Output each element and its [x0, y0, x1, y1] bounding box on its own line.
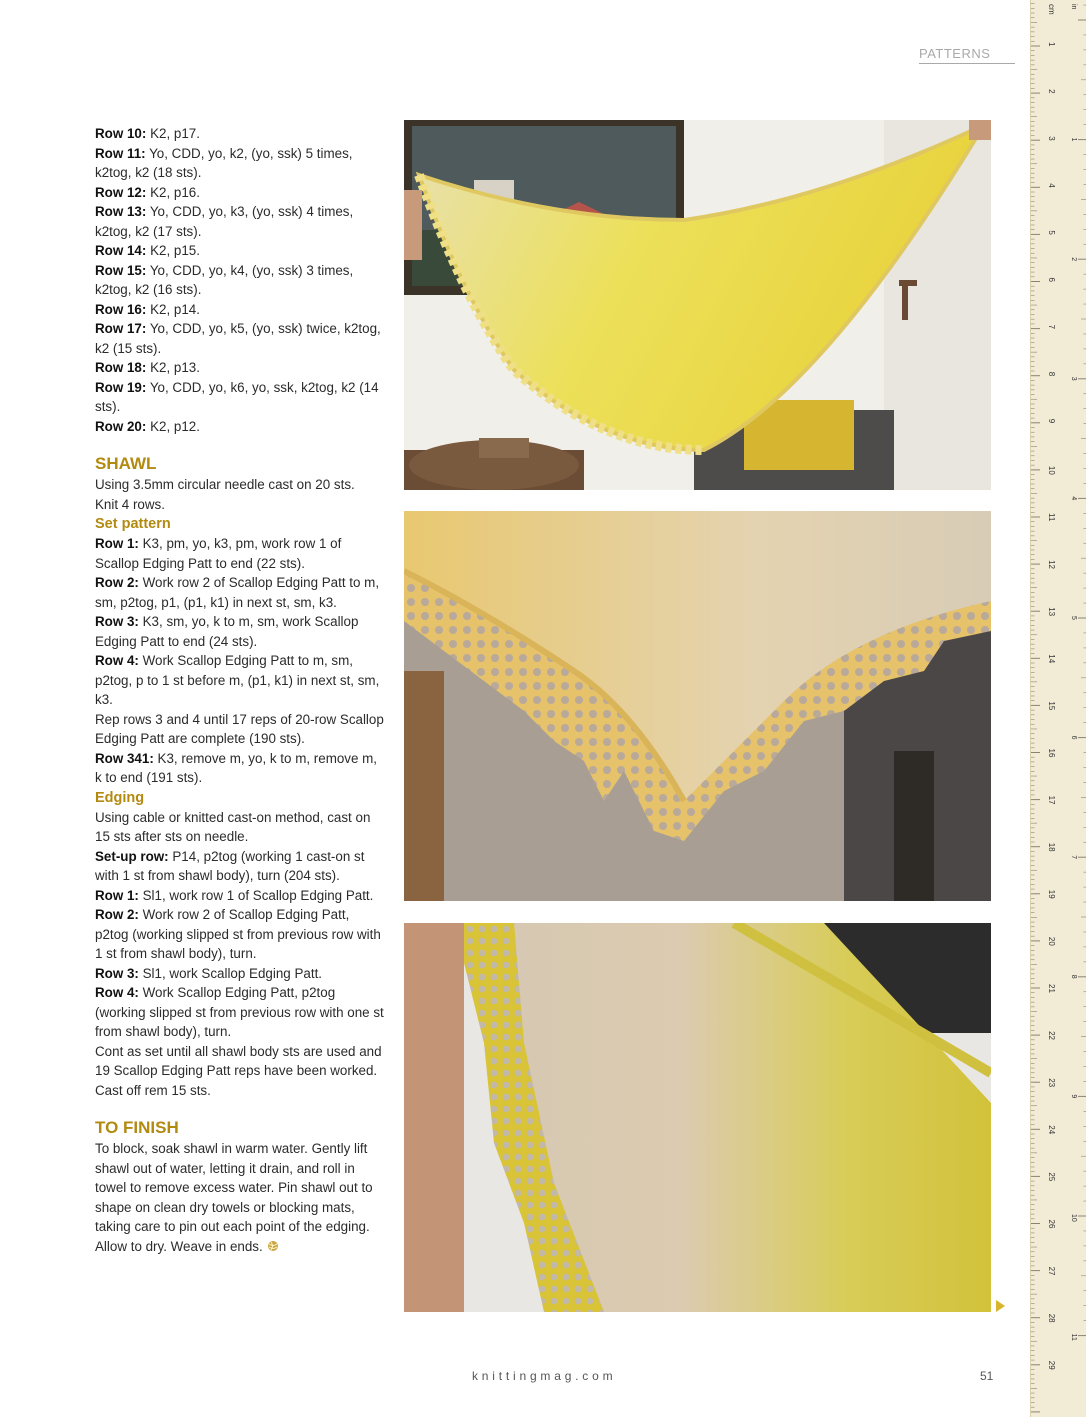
measuring-ruler [1030, 0, 1086, 1417]
row-instruction: K2, p13. [146, 360, 200, 375]
ruler-cm-mark: 26 [1047, 1219, 1056, 1229]
ruler-in-mark: 8 [1070, 974, 1077, 979]
pattern-row [95, 651, 385, 710]
pattern-row [95, 710, 385, 749]
row-label: Row 1: [95, 887, 139, 903]
row-instruction: K2, p14. [146, 301, 200, 317]
row-instruction: K3, remove m, yo, k to m, remove m, k to end (191 sts). [95, 750, 378, 785]
row-instruction: Work Scallop Edging Patt to m, sm, p2tog, p to 1 st before m, (p1, k1) in next st, sm, k3. [95, 653, 380, 707]
ruler-cm-mark: 23 [1047, 1078, 1056, 1088]
pattern-row [95, 261, 385, 300]
footer-url: knittingmag.com [472, 1369, 617, 1383]
ruler-graphic [1031, 0, 1086, 1417]
pattern-row [95, 378, 385, 417]
row-label: Row 17: [95, 321, 147, 336]
row-instruction: Yo, CDD, yo, k2, (yo, ssk) 5 times, k2tog, k2 (18 sts). [95, 145, 353, 180]
ruler-cm-mark: 20 [1047, 936, 1056, 946]
row-instruction: Yo, CDD, yo, k5, (yo, ssk) twice, k2tog, k2 (15 sts). [95, 321, 381, 356]
shawl-photo-full [404, 120, 991, 490]
row-instruction: Sl1, work Scallop Edging Patt. [138, 965, 323, 981]
ruler-cm-mark: 6 [1047, 277, 1056, 282]
yarn-ball-icon [267, 1240, 279, 1252]
rows-top-list [95, 124, 385, 436]
edging-heading: Edging [95, 789, 145, 806]
ruler-cm-mark: 21 [1047, 984, 1056, 993]
ruler-cm-mark: 5 [1047, 230, 1056, 235]
pattern-row [95, 1042, 385, 1081]
ruler-in-mark: 1 [1070, 137, 1077, 142]
row-instruction: Yo, CDD, yo, k6, yo, ssk, k2tog, k2 (14 sts). [95, 379, 379, 414]
finish-heading: TO FINISH [95, 1118, 179, 1137]
ruler-cm-mark: 11 [1047, 513, 1056, 522]
ruler-cm-mark: 15 [1047, 701, 1056, 711]
row-label: Row 10: [95, 126, 147, 141]
row-label: Row 13: [95, 204, 147, 219]
ruler-cm-mark: 7 [1047, 324, 1056, 330]
ruler-in-mark: 11 [1070, 1333, 1077, 1341]
row-label: Row 2: [95, 907, 139, 922]
shawl-intro-line: Using 3.5mm circular needle cast on 20 sts. [95, 477, 355, 492]
row-label: Row 18: [95, 360, 147, 375]
row-label: Row 16: [95, 301, 147, 317]
pattern-row [95, 847, 385, 886]
row-instruction: K2, p12. [146, 418, 200, 434]
shawl-rows-list [95, 534, 385, 788]
pattern-row [95, 241, 385, 261]
ruler-cm-mark: 14 [1047, 654, 1056, 664]
row-instruction: K3, pm, yo, k3, pm, work row 1 of Scallop Edging Patt to end (22 sts). [95, 536, 342, 571]
finish-text-para [95, 1139, 385, 1256]
ruler-cm-mark: 12 [1047, 560, 1056, 570]
ruler-in-mark: 2 [1070, 257, 1077, 262]
pattern-row [95, 749, 385, 788]
ruler-cm-mark: 8 [1047, 371, 1056, 377]
pattern-row [95, 983, 385, 1042]
row-instruction: P14, p2tog (working 1 cast-on st with 1 st from shawl body), turn (204 sts). [95, 848, 365, 883]
set-pattern-heading: Set pattern [95, 516, 171, 532]
row-label: Row 4: [95, 985, 139, 1000]
pattern-row [95, 319, 385, 358]
row-instruction: Cont as set until all shawl body sts are used and 19 Scallop Edging Patt reps have been worked. [95, 1043, 382, 1078]
row-label: Row 2: [95, 575, 139, 590]
row-label: Row 1: [95, 536, 139, 551]
row-label: Row 3: [95, 614, 139, 629]
ruler-cm-mark: 22 [1047, 1031, 1056, 1041]
row-label: Row 4: [95, 653, 139, 668]
ruler-cm-mark: 19 [1047, 889, 1056, 899]
row-label: Row 14: [95, 243, 147, 258]
pattern-row [95, 905, 385, 964]
pattern-row [95, 573, 385, 612]
ruler-cm-mark: 4 [1047, 183, 1056, 188]
ruler-cm-mark: 18 [1047, 842, 1056, 852]
pattern-row [95, 534, 385, 573]
shawl-intro-line: Knit 4 rows. [95, 496, 165, 512]
section-label: PATTERNS [919, 46, 1015, 64]
ruler-cm-mark: 29 [1047, 1360, 1056, 1370]
pattern-row [95, 202, 385, 241]
row-label: Row 19: [95, 379, 147, 395]
ruler-cm-mark: 27 [1047, 1266, 1056, 1276]
row-instruction: K2, p16. [146, 184, 200, 200]
pattern-row [95, 300, 385, 320]
pattern-row [95, 886, 385, 906]
row-instruction: Cast off rem 15 sts. [95, 1082, 211, 1098]
row-instruction: Work row 2 of Scallop Edging Patt to m, sm, p2tog, p1, (p1, k1) in next st, sm, k3. [95, 575, 380, 610]
ruler-in-mark: 7 [1070, 855, 1077, 860]
ruler-cm-mark: 16 [1047, 748, 1056, 758]
pattern-row [95, 144, 385, 183]
row-instruction: K2, p17. [146, 126, 200, 141]
ruler-cm-label: cm [1047, 4, 1056, 15]
pattern-row [95, 417, 385, 437]
row-label: Row 12: [95, 184, 147, 200]
page-number: 51 [980, 1369, 994, 1383]
shawl-heading: SHAWL [95, 454, 157, 473]
row-label: Row 20: [95, 418, 147, 434]
ruler-cm-mark: 1 [1047, 42, 1056, 47]
pattern-row [95, 964, 385, 984]
row-instruction: Sl1, work row 1 of Scallop Edging Patt. [138, 887, 374, 903]
pattern-row [95, 808, 385, 847]
body-detail-photo [404, 923, 991, 1312]
row-instruction: Yo, CDD, yo, k4, (yo, ssk) 3 times, k2tog, k2 (16 sts). [95, 262, 354, 297]
ruler-cm-mark: 17 [1047, 795, 1056, 805]
row-label: Row 15: [95, 262, 147, 278]
row-instruction: Work row 2 of Scallop Edging Patt, p2tog (working slipped st from previous row with 1 st from shawl body), turn. [95, 907, 381, 961]
ruler-cm-mark: 2 [1047, 89, 1056, 94]
pattern-row [95, 124, 385, 144]
next-page-arrow-icon [996, 1300, 1005, 1312]
row-label: Row 11: [95, 145, 146, 161]
pattern-row [95, 358, 385, 378]
row-instruction: Using cable or knitted cast-on method, cast on 15 sts after sts on needle. [95, 809, 371, 844]
row-label: Set-up row: [95, 848, 169, 864]
ruler-cm-mark: 25 [1047, 1172, 1056, 1182]
row-instruction: Rep rows 3 and 4 until 17 reps of 20-row Scallop Edging Patt are complete (190 sts). [95, 711, 384, 746]
pattern-row [95, 612, 385, 651]
row-label: Row 3: [95, 965, 139, 981]
ruler-cm-mark: 24 [1047, 1125, 1056, 1135]
ruler-in-label: in [1070, 4, 1077, 10]
pattern-row [95, 1081, 385, 1101]
row-instruction: K3, sm, yo, k to m, sm, work Scallop Edging Patt to end (24 sts). [95, 614, 359, 649]
row-instruction: Yo, CDD, yo, k3, (yo, ssk) 4 times, k2tog, k2 (17 sts). [95, 204, 354, 239]
finish-text: To block, soak shawl in warm water. Gently lift shawl out of water, letting it drain, and roll in towel to remove excess water. Pin shawl out to shape on clean dry towels or blocking mats, taking care to pin out each point of the edging. Allow to dry. Weave in ends. [95, 1141, 373, 1254]
ruler-in-mark: 10 [1070, 1214, 1077, 1222]
row-instruction: K2, p15. [146, 243, 200, 258]
ruler-cm-mark: 9 [1047, 418, 1056, 424]
pattern-text-column [95, 124, 385, 1256]
edging-detail-photo [404, 511, 991, 901]
ruler-cm-mark: 3 [1047, 136, 1056, 141]
ruler-cm-mark: 13 [1047, 607, 1056, 617]
pattern-row [95, 183, 385, 203]
row-instruction: Work Scallop Edging Patt, p2tog (working slipped st from previous row with one st from shawl body), turn. [95, 985, 384, 1039]
ruler-in-mark: 5 [1070, 616, 1077, 620]
edging-rows-list [95, 808, 385, 1101]
row-label: Row 341: [95, 750, 154, 766]
ruler-in-mark: 3 [1070, 376, 1077, 381]
ruler-cm-mark: 10 [1047, 465, 1056, 475]
ruler-in-mark: 9 [1070, 1094, 1077, 1099]
ruler-in-mark: 4 [1070, 496, 1077, 501]
ruler-in-mark: 6 [1070, 735, 1077, 740]
ruler-cm-mark: 28 [1047, 1313, 1056, 1323]
